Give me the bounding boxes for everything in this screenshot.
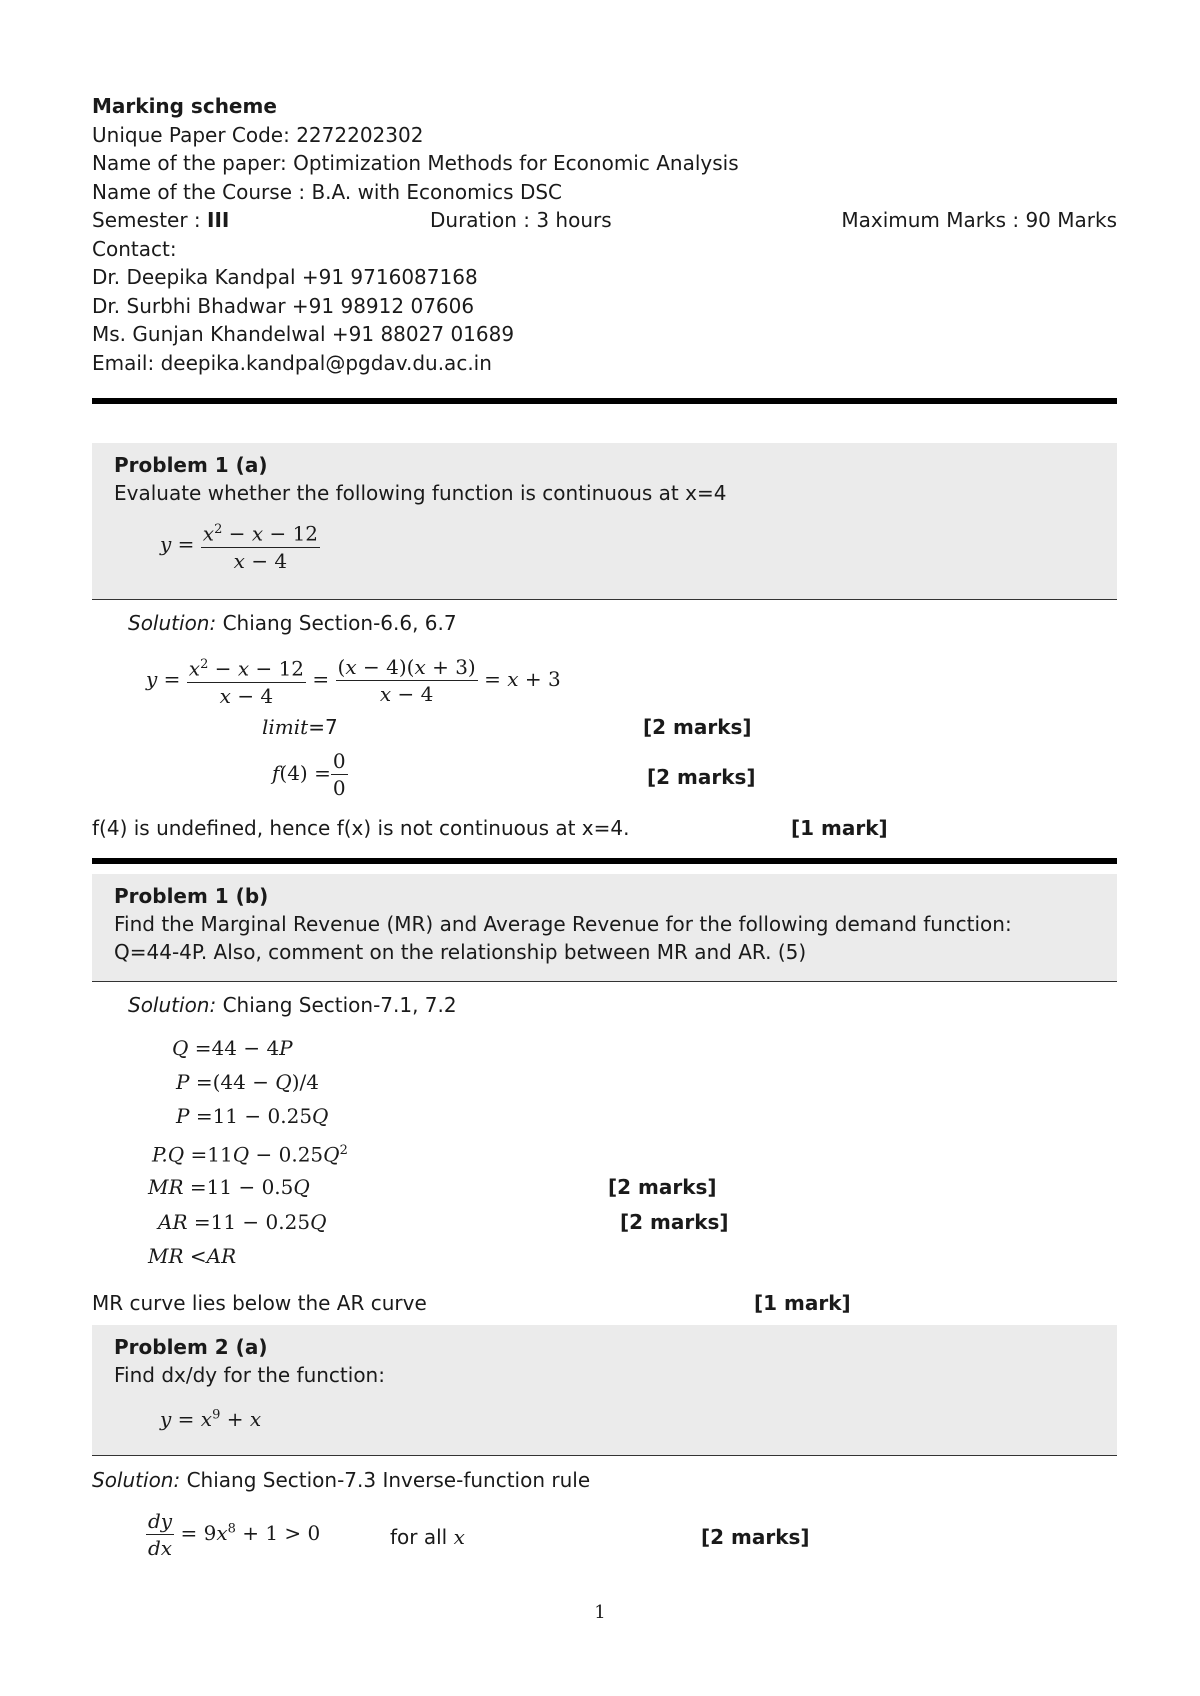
marks-badge: [2 marks] [701,1525,810,1549]
page-number: 1 [594,1602,606,1623]
conclusion-text: f(4) is undefined, hence f(x) is not continuous at x=4. [92,816,630,840]
solution-line: Solution: Chiang Section-7.3 Inverse-function rule [92,1468,591,1492]
contact-line: Dr. Surbhi Bhadwar +91 98912 07606 [92,293,475,318]
equation-line: AR =11 − 0.25Q [158,1210,327,1234]
semester: Semester : III [92,208,230,232]
solution-line: Solution: Chiang Section-7.1, 7.2 [128,993,457,1017]
solution-equation: y = $\frac{x^2 - x - 12}{x - 4}$ = $\frac{(x - 4)(x + 3)}{x - 4}$ = x + 3 [146,652,561,709]
marks-badge: [2 marks] [647,765,756,789]
equation-line: P =11 − 0.25Q [176,1104,329,1128]
max-marks: Maximum Marks : 90 Marks [841,208,1117,232]
paper-code: Unique Paper Code: 2272202302 [92,122,424,147]
conclusion-text: MR curve lies below the AR curve [92,1291,427,1315]
problem-text: Q=44-4P. Also, comment on the relationship between MR and AR. (5) [114,940,807,964]
marks-badge: [1 mark] [791,816,888,840]
problem-text: Evaluate whether the following function is continuous at x=4 [114,481,727,505]
email-line: Email: deepika.kandpal@pgdav.du.ac.in [92,350,492,375]
problem-equation: y = $\frac{x^2 - x - 12}{x - 4}$ [160,517,1095,574]
marks-badge: [2 marks] [643,715,752,739]
equation-line: MR <AR [148,1244,237,1268]
equation-line: MR =11 − 0.5Q [148,1175,310,1199]
equation-line: P =(44 − Q)/4 [176,1070,319,1094]
document-header [92,92,1117,377]
f4-equation: f(4) = $\frac{0}{0}$ [272,749,346,800]
problem-1a-box [92,443,1117,600]
doc-title: Marking scheme [92,94,277,118]
course-name: Name of the Course : B.A. with Economics DSC [92,179,563,204]
equation-line: $P.Q =11Q - 0.25Q^2$ [152,1142,348,1167]
paper-name: Name of the paper: Optimization Methods for Economic Analysis [92,151,739,175]
semester-row [92,206,1117,235]
section-divider [92,398,1117,404]
for-all-text: for all x [390,1525,465,1549]
limit-line: limit=7 [262,715,338,739]
marks-badge: [2 marks] [608,1175,717,1199]
derivative-equation: $\frac{dy}{dx}$ = $9x^8 + 1 > 0$ [148,1509,321,1560]
problem-text: Find the Marginal Revenue (MR) and Average Revenue for the following demand function: [114,912,1012,936]
equation-line: Q =44 − 4P [172,1036,293,1060]
solution-line: Solution: Chiang Section-6.6, 6.7 [128,611,457,635]
contact-line: Ms. Gunjan Khandelwal +91 88027 01689 [92,322,515,346]
problem-2a-box [92,1325,1117,1456]
marks-badge: [2 marks] [620,1210,729,1234]
problem-equation: $y = x^9 + x$ [160,1407,262,1431]
duration: Duration : 3 hours [430,208,612,232]
contact-label: Contact: [92,236,177,261]
problem-1b-box [92,874,1117,982]
marks-badge: [1 mark] [754,1291,851,1315]
problem-title: Problem 2 (a) [114,1335,268,1359]
problem-title: Problem 1 (a) [114,453,268,477]
problem-text: Find dx/dy for the function: [114,1363,385,1387]
contact-line: Dr. Deepika Kandpal +91 9716087168 [92,265,478,289]
problem-title: Problem 1 (b) [114,884,269,908]
section-divider [92,858,1117,864]
